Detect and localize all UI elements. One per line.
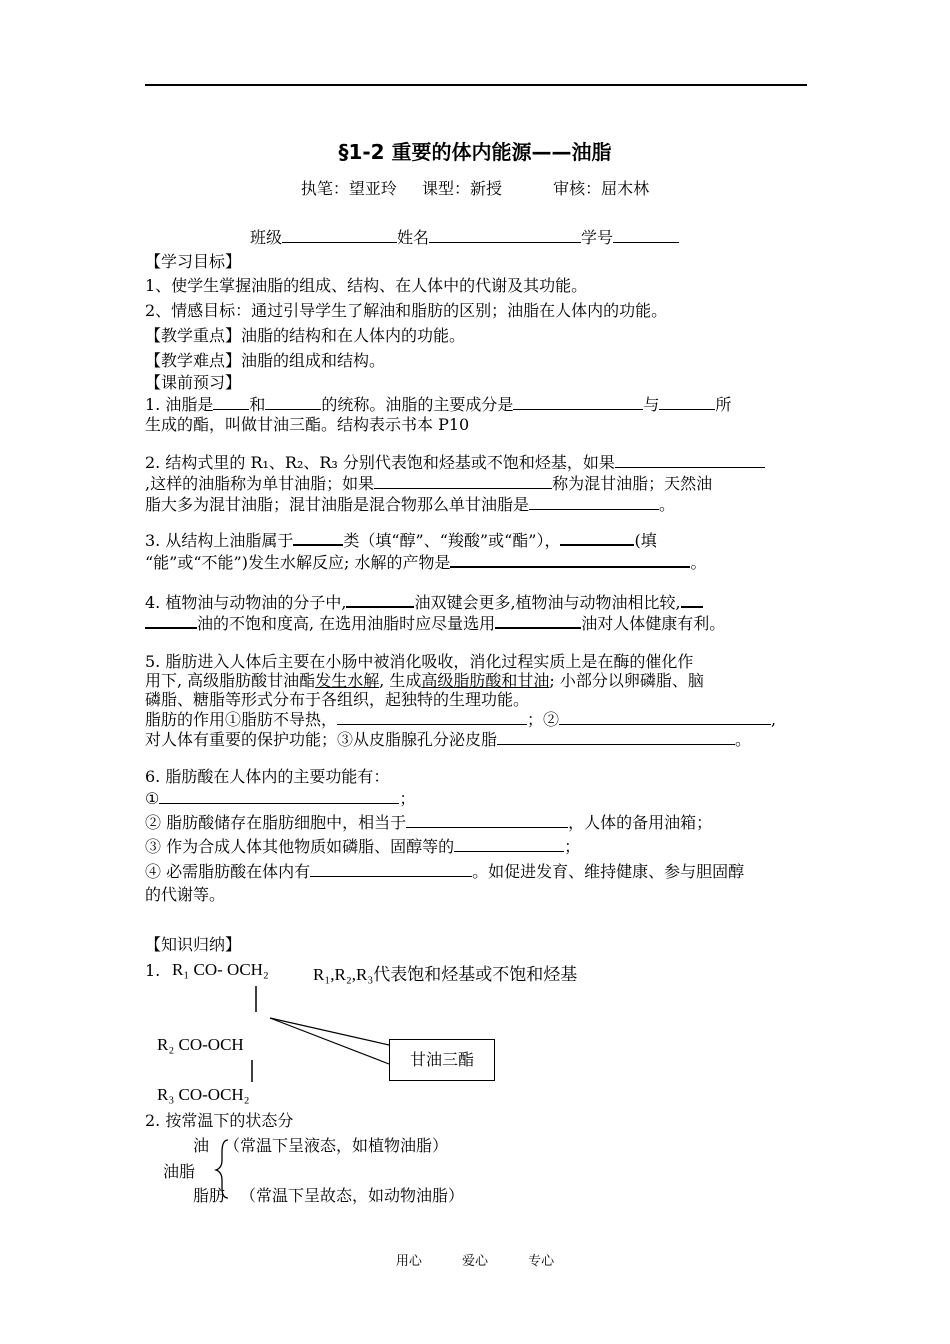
q1-text-d: 与: [643, 395, 660, 414]
lesson-type: 课型：新授: [421, 179, 502, 198]
q5-text-b4: 高级脂肪酸和甘油: [421, 671, 550, 690]
formula-row-2: R₂ CO-OCH: [157, 1035, 244, 1054]
q6-text-d2: ；: [564, 837, 581, 856]
q5-text-b5: ; 小部分以卵磷脂、脑: [549, 671, 704, 690]
reviewer: 审核：屈木林: [553, 179, 650, 198]
key-point: 【教学重点】油脂的结构和在人体内的功能。: [145, 326, 466, 345]
q6-text-b1: ①: [145, 789, 160, 808]
q5-text-b1: 用下, 高级脂肪酸甘油酯: [145, 671, 316, 690]
q3-text-a: 3. 从结构上油脂属于: [145, 531, 294, 550]
q2-text-e: 。: [659, 495, 676, 514]
q1-text-e: 所: [715, 395, 732, 414]
class-label: 班级: [250, 228, 283, 247]
footer-word-3: 专心: [528, 1254, 555, 1269]
goals-heading: 【学习目标】: [145, 252, 242, 271]
q5-text-e1: 对人体有重要的保护功能；③从皮脂腺孔分泌皮脂: [145, 730, 498, 749]
q1-text-c: 的统称。油脂的主要成分是: [321, 395, 514, 414]
name-label: 姓名: [397, 228, 430, 247]
q5-text-b2: 发生水解: [315, 671, 380, 690]
q3-text-d: “能”或“不能”)发生水解反应; 水解的产物是: [145, 553, 451, 572]
preview-q6-line1: 6. 脂肪酸在人体内的主要功能有：: [145, 767, 390, 786]
difficulty: 【教学难点】油脂的组成和结构。: [145, 351, 386, 370]
oil-desc: （常温下呈液态，如植物油脂）: [224, 1136, 449, 1155]
goal-item-2: 2、情感目标：通过引导学生了解油和脂肪的区别；油脂在人体内的功能。: [145, 301, 668, 320]
q5-text-d1: 脂肪的作用①脂肪不导热，: [145, 710, 338, 729]
oil-label: 油: [193, 1136, 210, 1155]
triglyceride-callout-box: 甘油三酯: [389, 1039, 495, 1081]
q4-text-a: 4. 植物油与动物油的分子中,: [145, 593, 347, 612]
q2-text-c: 称为混甘油脂；天然油: [552, 474, 713, 493]
id-label: 学号: [581, 228, 614, 247]
preview-q1-line2: 生成的酯，叫做甘油三酯。结构表示书本 P10: [145, 415, 470, 434]
preview-q5-line3: 磷脂、糖脂等形式分布于各组织，起独特的生理功能。: [145, 690, 530, 709]
q3-text-c: (填: [634, 531, 657, 550]
q6-text-e2: 。如促进发育、维持健康、参与胆固醇: [472, 862, 745, 881]
summary-heading: 【知识归纳】: [145, 935, 242, 954]
q3-text-e: 。: [690, 553, 707, 572]
q2-text-a: 2. 结构式里的 R₁、R₂、R₃ 分别代表饱和烃基或不饱和烃基，如果: [145, 453, 615, 472]
page-footer: [0, 1250, 950, 1269]
formula-row-1: R₁ CO- OCH₂: [172, 960, 269, 979]
fat-desc: （常温下呈故态，如动物油脂）: [240, 1186, 465, 1205]
q4-text-b: 油双键会更多,植物油与动物油相比较,: [414, 593, 681, 612]
fat-label: 脂肪: [193, 1186, 226, 1205]
q6-text-d1: ③ 作为合成人体其他物质如磷脂、固醇等的: [145, 837, 455, 856]
footer-word-1: 用心: [395, 1254, 422, 1269]
q5-text-d2: ；②: [527, 710, 560, 729]
preview-q5-line1: 5. 脂肪进入人体后主要在小肠中被消化吸收，消化过程实质上是在酶的催化作: [145, 652, 694, 671]
q4-text-d: 油对人体健康有利。: [581, 614, 726, 633]
summary-item1-num: 1.: [145, 961, 161, 980]
q3-text-b: 类（填“醇”、“羧酸”或“酯”），: [343, 531, 561, 550]
summary-item2: 2. 按常温下的状态分: [145, 1111, 294, 1130]
preview-heading: 【课前预习】: [145, 373, 242, 392]
q2-text-b: ,这样的油脂称为单甘油脂；如果: [145, 474, 375, 493]
q4-text-c: 油的不饱和度高, 在选用油脂时应尽量选用: [197, 614, 496, 633]
lipid-label: 油脂: [163, 1162, 196, 1181]
q1-text-a: 1. 油脂是: [145, 395, 214, 414]
formula-note: R₁,R₂,R₃代表饱和烃基或不饱和烃基: [313, 965, 578, 984]
q6-text-c1: ② 脂肪酸储存在脂肪细胞中，相当于: [145, 813, 407, 832]
formula-row-3: R₃ CO-OCH₂: [157, 1085, 250, 1104]
q5-text-b3: , 生成: [379, 671, 422, 690]
q5-text-e2: 。: [735, 730, 752, 749]
preview-q6-line6: 的代谢等。: [145, 885, 226, 904]
q6-text-e1: ④ 必需脂肪酸在体内有: [145, 862, 311, 881]
q2-text-d: 脂大多为混甘油脂；混甘油脂是混合物那么单甘油脂是: [145, 495, 530, 514]
q5-text-d3: ,: [771, 710, 777, 729]
q6-text-c2: ，人体的备用油箱；: [568, 813, 713, 832]
footer-word-2: 爱心: [461, 1254, 488, 1269]
q6-text-b2: ；: [399, 789, 416, 808]
q1-text-b: 和: [249, 395, 266, 414]
goal-item-1: 1、使学生掌握油脂的组成、结构、在人体中的代谢及其功能。: [145, 276, 588, 295]
page-title: §1-2 重要的体内能源——油脂: [338, 140, 612, 164]
author: 执笔：望亚玲: [300, 179, 397, 198]
